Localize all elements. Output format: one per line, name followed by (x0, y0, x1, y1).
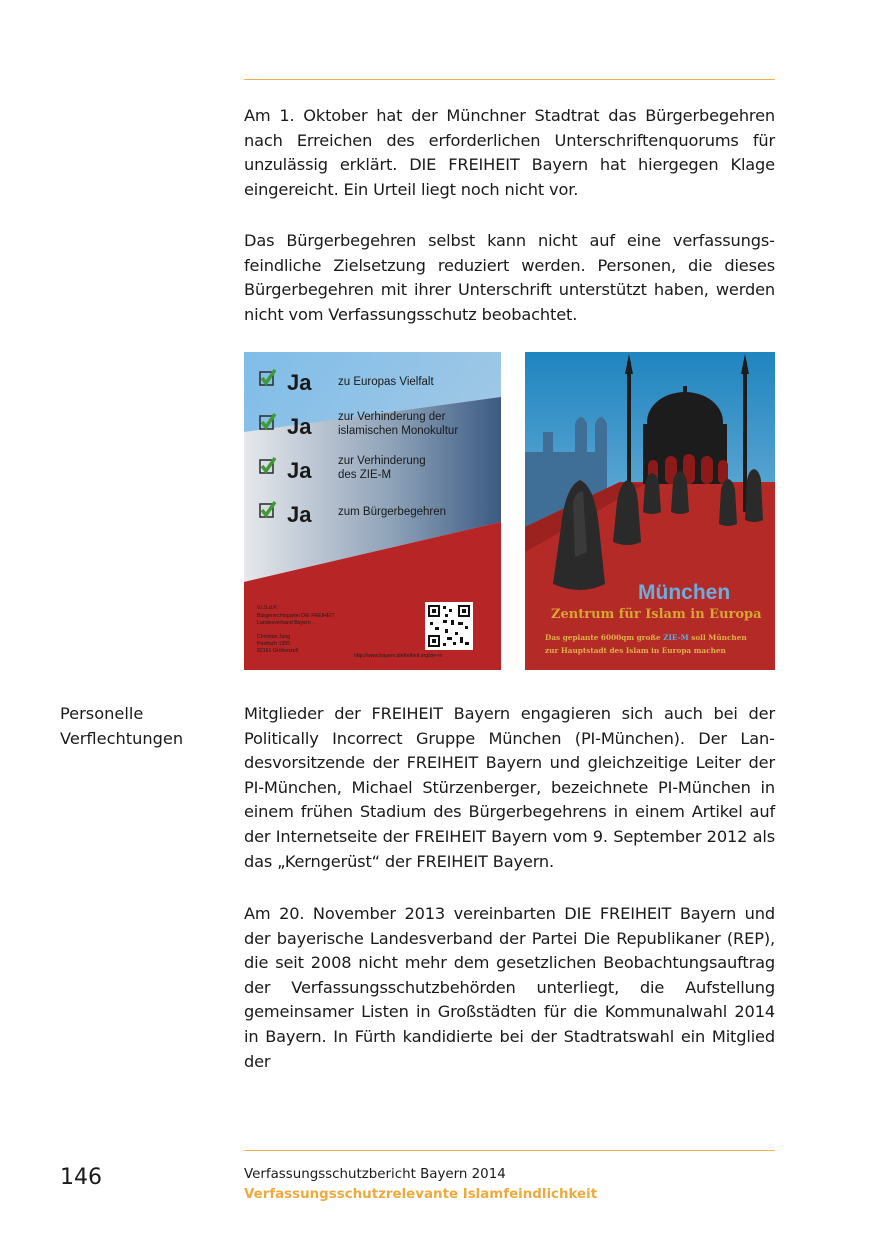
ja-label: Ja (287, 502, 312, 527)
report-title: Verfassungsschutzbericht Bayern 2014 (244, 1167, 506, 1182)
flyer-item-4: zum Bürgerbegehren (338, 506, 447, 518)
paragraph-2: Das Bürgerbegehren selbst kann nicht auf eine verfassungsfeindliche Zielsetzung reduziert werden. Personen, die dieses Bürgerbegehren mit ihrer Unterschrift unterstützt haben, werden nicht vom Verfassungsschutz beobachtet. (244, 231, 775, 324)
side-heading-line-2: Verflechtungen (60, 728, 184, 748)
flyer-right-graphic (525, 352, 775, 670)
flyer-left (244, 352, 501, 670)
flyer-item-3: zur Verhinderung des ZIE-M (338, 455, 426, 481)
svg-text:82161 Gröbenzell: 82161 Gröbenzell (257, 648, 298, 654)
flyer-right (525, 352, 775, 670)
ja-label: Ja (287, 414, 312, 439)
flyer-left-graphic (244, 352, 501, 670)
flyer-subtitle: Zentrum für Islam in Europa (551, 607, 762, 622)
svg-text:Bürgerrechtspartei DIE FREIHEI: Bürgerrechtspartei DIE FREIHEIT (257, 613, 335, 619)
paragraph-3: Mitglieder der FREIHEIT Bayern engagieren sich auch bei der Politically Incorrect Gruppe München (PI-München). Der Landesvorsitzende der FREIHEIT Bayern und gleichzeitige Leiter der PI-München, Michael Stürzenberger, bezeichnete PI-München in einem frühen Stadium des Bürgerbegehrens in einem Artikel auf der Internetseite der FREIHEIT Bayern vom 9. September 2012 als das „Kerngerüst“ der FREIHEIT Bayern. (244, 704, 775, 871)
paragraph-1: Am 1. Oktober hat der Münchner Stadtrat das Bürgerbegehren nach Erreichen des erforderlichen Unterschriftenquorums für unzulässig erklärt. DIE FREIHEIT Bayern hat hiergegen Klage eingereicht. Ein Urteil liegt noch nicht vor. (244, 106, 775, 199)
flyer-item-2: zur Verhinderung der islamischen Monokultur (338, 411, 459, 437)
page-number: 146 (60, 1165, 102, 1190)
side-heading (60, 702, 230, 751)
svg-text:Christian Jung: Christian Jung (257, 634, 291, 640)
flyer-item-1: zu Europas Vielfalt (338, 376, 434, 388)
svg-text:Landesverband Bayern: Landesverband Bayern (257, 620, 311, 626)
flyer-url: http://www.bayern.diefreiheit.org/zie-m (354, 653, 443, 659)
top-rule (244, 79, 775, 80)
svg-text:Postfach 1355: Postfach 1355 (257, 641, 291, 647)
flyer-line-2: zur Hauptstadt des Islam in Europa machen (545, 646, 726, 655)
qr-code (425, 602, 473, 650)
svg-text:V.i.S.d.P.:: V.i.S.d.P.: (257, 605, 279, 611)
chapter-title: Verfassungsschutzrelevante Islamfeindlichkeit (244, 1187, 598, 1202)
paragraph-4: Am 20. November 2013 vereinbarten DIE FREIHEIT Bayern und der bayerische Landesverband der Partei Die Republikaner (REP), die seit 2008 nicht mehr dem gesetzlichen Beobachtungsauftrag der Verfassungsschutzbehörden unterliegt, die Aufstellung gemeinsamer Listen in Großstädten für die Kommunalwahl 2014 in Bayern. In Fürth kandidierte bei der Stadtratswahl ein Mitglied der (244, 904, 775, 1071)
footer-rule (244, 1150, 775, 1151)
ja-label: Ja (287, 458, 312, 483)
side-heading-line-1: Personelle (60, 704, 144, 723)
flyer-line-1: Das geplante 6000qm große ZIE-M soll München (545, 633, 747, 642)
ja-label: Ja (287, 370, 312, 395)
flyer-city: München (638, 581, 731, 604)
